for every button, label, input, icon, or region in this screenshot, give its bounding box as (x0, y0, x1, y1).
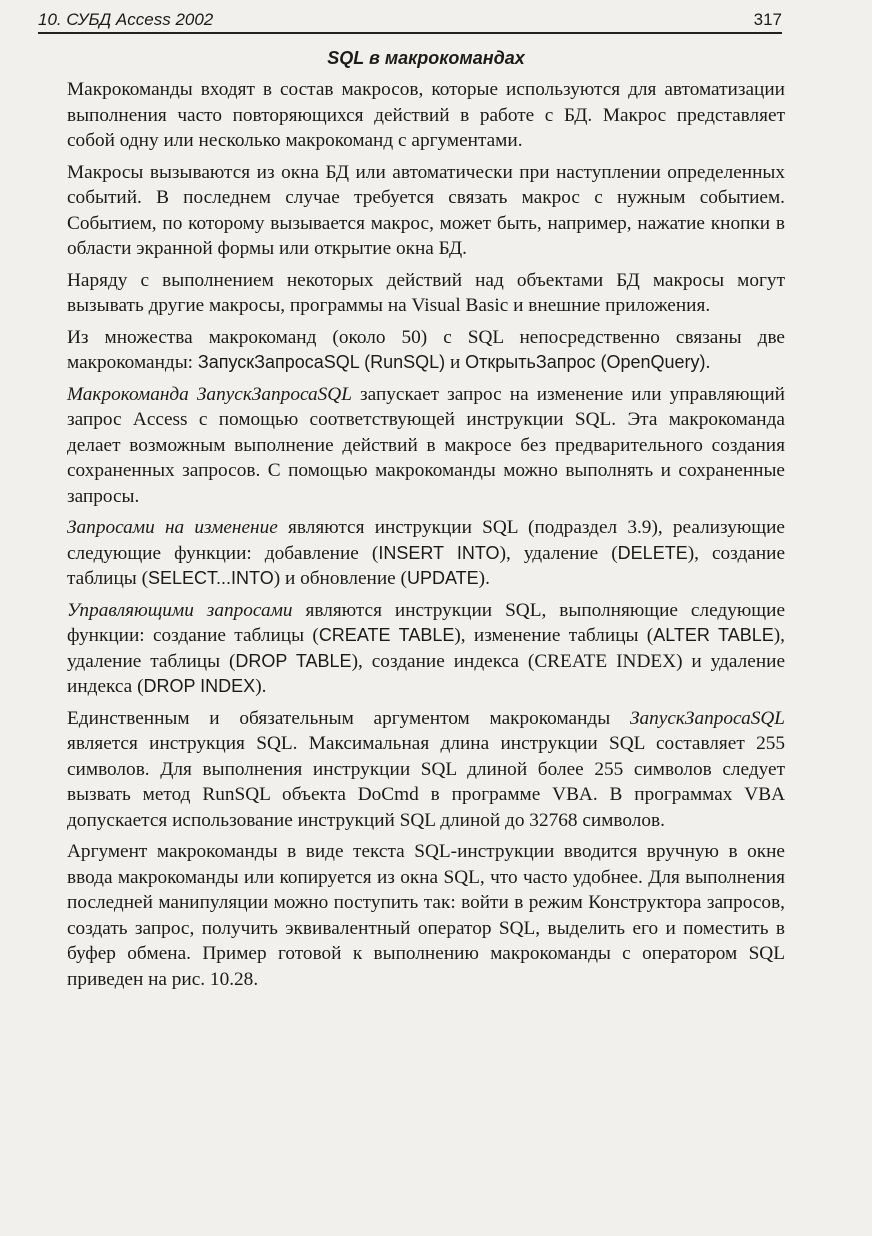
sql-keyword: INSERT INTO (378, 542, 500, 563)
text-run: ), изменение таблицы ( (454, 625, 654, 646)
page-content (67, 48, 785, 998)
text-run: ), удаление таблицы ( (67, 625, 785, 672)
text-run: ), удаление ( (499, 542, 618, 564)
term: Запросами на изменение (67, 517, 278, 538)
command-name: ОткрытьЗапрос (OpenQuery) (465, 352, 706, 372)
paragraph-3: Наряду с выполнением некоторых действий над объектами БД макросы могут вызывать другие макросы, программы на Visual Basic и внешние приложения. (67, 269, 785, 316)
sql-keyword: SELECT...INTO (148, 568, 274, 588)
text-run: ), создание таблицы ( (67, 542, 786, 589)
paragraph-9: Аргумент макрокоманды в виде текста SQL-инструкции вводится вручную в окне ввода макрокоманды или копируется из окна SQL, что часто удобнее. Для выполнения последней манипуляции можно поступить так: войти в режим Конструктора запросов, создать запрос, получить эквивалентный оператор SQL, выделить его и поместить в буфер обмена. Пример готовой к выполнению макрокоманды с оператором SQL приведен на рис. 10.28. (67, 841, 785, 990)
text-run: Единственным и обязательным аргументом макрокоманды (67, 707, 630, 729)
sql-keyword: CREATE TABLE (318, 625, 455, 645)
paragraph-6 (67, 515, 785, 592)
sql-keyword: DROP INDEX (143, 676, 256, 696)
paragraph-7 (67, 598, 785, 700)
paragraph-2: Макросы вызываются из окна БД или автоматически при наступлении определенных событий. В последнем случае требуется связать макрос с нужным событием. Событием, по которому вызывается макрос, может быть, например, нажатие кнопки в области экранной формы или открытие окна БД. (67, 161, 785, 259)
text-run: ). (255, 676, 267, 697)
sql-keyword: UPDATE (406, 568, 479, 588)
paragraph-1: Макрокоманды входят в состав макросов, которые используются для автоматизации выполнения часто повторяющихся действий в работе с БД. Макрос представляет собой одну или несколько макрокоманд с аргументами. (67, 79, 785, 151)
paragraph-8 (67, 706, 785, 834)
text-run: ), создание индекса (CREATE INDEX) и удаление индекса ( (67, 650, 786, 697)
chapter-title: 10. СУБД Access 2002 (38, 10, 214, 29)
term: Макрокоманда ЗапускЗапросаSQL (67, 383, 352, 405)
text-run: ) и обновление ( (273, 568, 407, 589)
text-run: и (445, 352, 466, 373)
text-run: является инструкция SQL. Максимальная длина инструкции SQL составляет 255 символов. Для выполнения инструкции SQL длиной более 255 символов следует вызвать метод RunSQL объекта DoCmd в программе VBA. В программах VBA допускается использование инструкций SQL длиной до 32768 символов. (67, 733, 785, 831)
sql-keyword: DELETE (617, 542, 688, 563)
text-run: запускает запрос на изменение или управляющий запрос Access с помощью соответствующей инструкции SQL. Эта макрокоманда делает возможным выполнение действий в макросе без предварительного создания сохраненных запросов. С помощью макрокоманды можно выполнять и сохраненные запросы. (67, 383, 785, 507)
sql-keyword: ALTER TABLE (653, 625, 774, 645)
sql-keyword: DROP TABLE (235, 650, 352, 671)
page-number: 317 (753, 10, 782, 29)
section-title: SQL в макрокомандах (327, 48, 525, 68)
running-header (38, 8, 782, 34)
command-name: ЗапускЗапросаSQL (RunSQL) (197, 352, 446, 372)
paragraph-5 (67, 382, 785, 510)
text-run: . (705, 352, 711, 373)
term: ЗапускЗапросаSQL (629, 707, 785, 729)
text-run: являются инструкции SQL (подраздел 3.9), реализующие следующие функции: добавление ( (67, 517, 785, 564)
text-run: являются инструкции SQL, выполняющие следующие функции: создание таблицы ( (67, 599, 785, 646)
text-run: Из множества макрокоманд (около 50) с SQL непосредственно связаны две макрокоманды: (67, 326, 785, 373)
term: Управляющими запросами (67, 599, 293, 621)
text-run: ). (478, 568, 490, 589)
paragraph-4 (67, 325, 785, 376)
